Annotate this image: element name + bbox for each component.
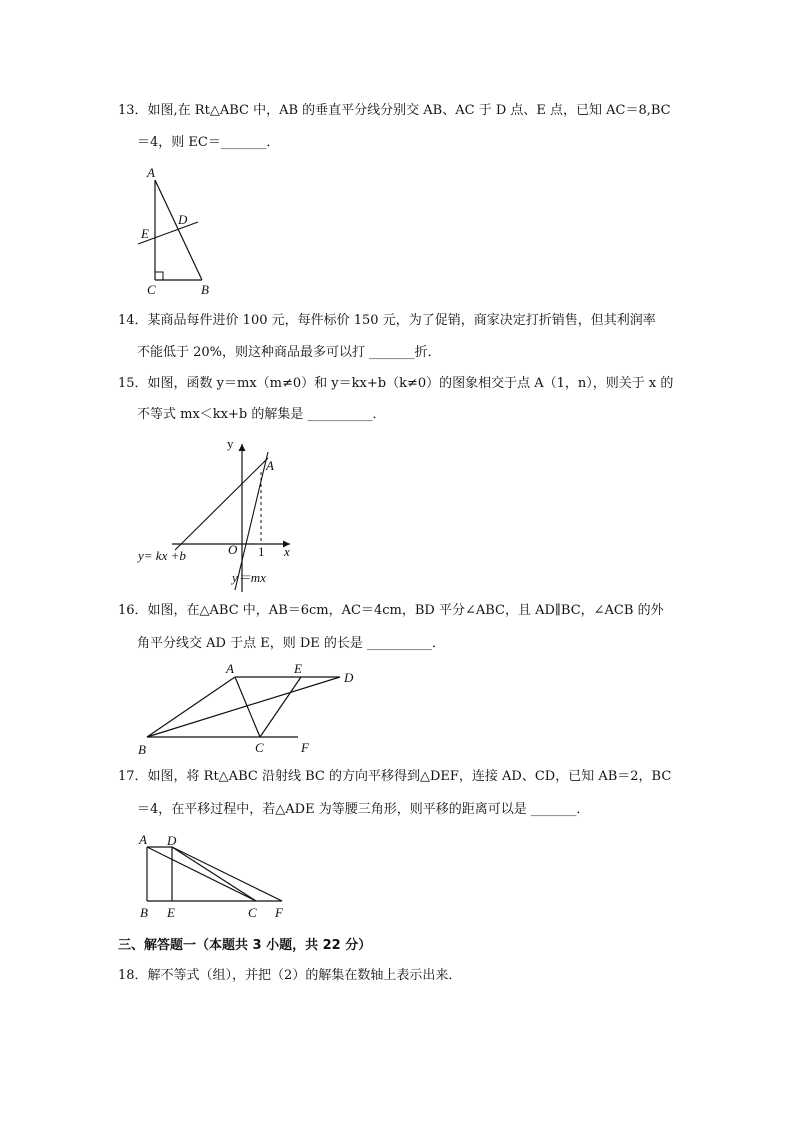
q13-text-line2: ＝4，则 EC＝_______． <box>137 135 280 150</box>
section-heading: 三、解答题一（本题共 3 小题，共 22 分） <box>118 938 372 953</box>
q16-label-a: A <box>226 661 234 676</box>
q16-label-b: B <box>138 742 146 757</box>
q15-text-line1: 15．如图，函数 y＝mx（m≠0）和 y＝kx+b（k≠0）的图象相交于点 A（1，n），则关于 x 的 <box>118 376 674 391</box>
q13-figure <box>130 160 220 300</box>
q15-label-y: y <box>227 436 234 451</box>
q13-label-b: B <box>201 282 209 297</box>
q14-text-line2: 不能低于 20%，则这种商品最多可以打 _______折． <box>137 345 441 360</box>
q16-label-f: F <box>301 740 309 755</box>
q16-label-e: E <box>294 661 302 676</box>
q17-label-f: F <box>275 905 283 920</box>
q17-text-line1: 17．如图，将 Rt△ABC 沿射线 BC 的方向平移得到△DEF，连接 AD、CD，已知 AB＝2，BC <box>118 769 672 784</box>
q17-text-line2: ＝4，在平移过程中，若△ADE 为等腰三角形，则平移的距离可以是 _______． <box>137 802 590 817</box>
q13-label-d: D <box>178 212 188 227</box>
q15-label-origin: O <box>228 542 238 557</box>
q13-text-line1: 13．如图,在 Rt△ABC 中，AB 的垂直平分线分别交 AB、AC 于 D 点、E 点，已知 AC＝8,BC <box>118 103 671 118</box>
q16-label-c: C <box>255 740 264 755</box>
q15-label-x: x <box>284 544 290 559</box>
q13-label-a: A <box>147 165 155 180</box>
q16-text-line2: 角平分线交 AD 于点 E，则 DE 的长是 __________． <box>137 636 446 651</box>
q16-figure <box>130 660 370 760</box>
q13-label-e: E <box>141 226 149 241</box>
q17-label-a: A <box>139 832 147 847</box>
q17-label-b: B <box>140 905 148 920</box>
q13-label-c: C <box>147 282 156 297</box>
q15-label-one: 1 <box>258 544 265 559</box>
q14-text-line1: 14．某商品每件进价 100 元，每件标价 150 元，为了促销，商家决定打折销售，但其利润率 <box>118 313 656 328</box>
q15-label-line-kx: y= kx +b <box>138 548 186 563</box>
q15-text-line2: 不等式 mx＜kx+b 的解集是 __________． <box>137 407 386 422</box>
q16-text-line1: 16．如图，在△ABC 中，AB＝6cm，AC＝4cm，BD 平分∠ABC，且 AD∥BC，∠ACB 的外 <box>118 603 664 618</box>
q17-figure <box>130 828 300 923</box>
q18-text-line1: 18．解不等式（组），并把（2）的解集在数轴上表示出来． <box>118 968 462 983</box>
q17-label-c: C <box>248 905 257 920</box>
q17-label-e: E <box>167 905 175 920</box>
q16-label-d: D <box>344 670 354 685</box>
q17-label-d: D <box>167 833 177 848</box>
q15-coordinate-figure <box>130 432 310 592</box>
q15-label-line-mx: y＝mx <box>232 570 266 585</box>
q15-label-a: A <box>266 458 274 473</box>
